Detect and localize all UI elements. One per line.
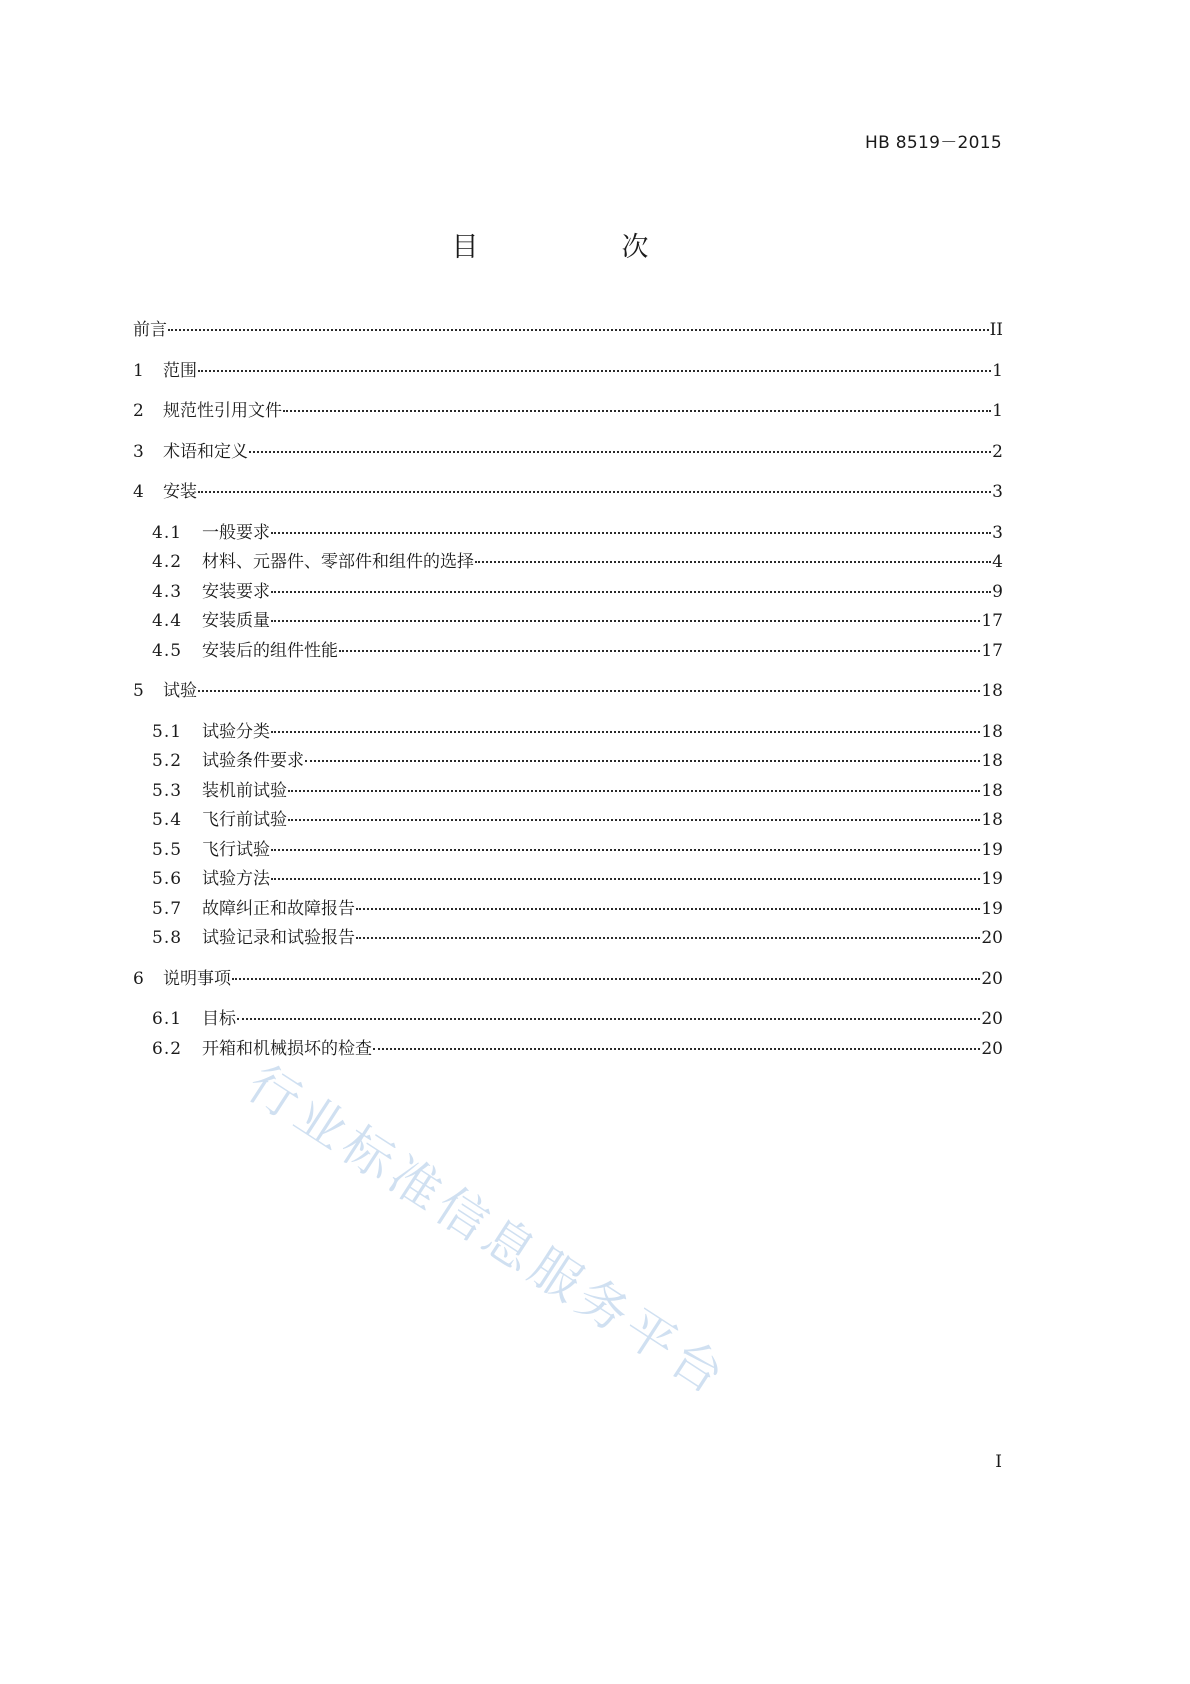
toc-entry-number: 4.1 <box>152 523 183 543</box>
toc-entry-page: 17 <box>981 641 1003 661</box>
toc-leader-dots <box>271 849 980 851</box>
toc-entry-number: 4.5 <box>152 641 183 661</box>
toc-leader-dots <box>271 532 991 534</box>
toc-entry-text: 开箱和机械损坏的检查 <box>202 1039 372 1059</box>
toc-entry-page: 9 <box>992 582 1003 602</box>
toc-entry-number: 5.8 <box>152 928 183 948</box>
toc-entry-text: 前言 <box>133 320 167 340</box>
toc-subentry[interactable] <box>152 838 1003 862</box>
toc-entry-page: 1 <box>992 361 1003 381</box>
toc-entry-page: 2 <box>992 442 1003 462</box>
toc-subentry[interactable] <box>152 550 1003 574</box>
toc-entry-page: 20 <box>981 1009 1003 1029</box>
toc-entry-text: 飞行试验 <box>202 840 270 860</box>
page-title: 目 次 <box>451 232 707 263</box>
toc-entry-page: II <box>989 320 1003 340</box>
toc-subentry[interactable] <box>152 897 1003 921</box>
toc-entry-number: 6.1 <box>152 1009 183 1029</box>
toc-leader-dots <box>339 650 980 652</box>
toc-entry-text: 试验分类 <box>202 722 270 742</box>
toc-entry-page: 19 <box>981 899 1003 919</box>
toc-entry-foreword[interactable] <box>133 318 1003 342</box>
toc-leader-dots <box>168 329 989 331</box>
toc-subentry[interactable] <box>152 808 1003 832</box>
toc-entry-number: 1 <box>133 361 145 381</box>
toc-entry-number: 5.5 <box>152 840 183 860</box>
page-number: I <box>995 1452 1002 1472</box>
toc-entry-page: 18 <box>981 722 1003 742</box>
toc-entry-text: 材料、元器件、零部件和组件的选择 <box>202 552 474 572</box>
toc-entry-number: 6 <box>133 969 145 989</box>
toc-entry[interactable] <box>133 679 1003 703</box>
toc-entry-number: 4 <box>133 482 145 502</box>
toc-entry-text: 装机前试验 <box>202 781 287 801</box>
toc-entry-text: 试验条件要求 <box>202 751 304 771</box>
watermark: 行业标准信息服务平台 <box>237 1054 739 1408</box>
toc-entry-page: 18 <box>981 681 1003 701</box>
toc-entry[interactable] <box>133 399 1003 423</box>
toc-entry-page: 18 <box>981 781 1003 801</box>
toc-entry-text: 一般要求 <box>202 523 270 543</box>
toc-leader-dots <box>198 370 991 372</box>
toc-entry[interactable] <box>133 480 1003 504</box>
toc-entry-text: 故障纠正和故障报告 <box>202 899 355 919</box>
toc-entry-number: 2 <box>133 401 145 421</box>
toc-entry-number: 4.4 <box>152 611 183 631</box>
toc-leader-dots <box>271 878 980 880</box>
toc-subentry[interactable] <box>152 867 1003 891</box>
toc-leader-dots <box>271 731 980 733</box>
toc-entry-text: 安装质量 <box>202 611 270 631</box>
toc-subentry[interactable] <box>152 1007 1003 1031</box>
toc-entry-page: 4 <box>992 552 1003 572</box>
toc-leader-dots <box>271 620 980 622</box>
toc-leader-dots <box>288 790 980 792</box>
toc-entry-page: 18 <box>981 810 1003 830</box>
toc-entry-text: 试验 <box>163 681 197 701</box>
toc-subentry[interactable] <box>152 1037 1003 1061</box>
toc-leader-dots <box>475 561 991 563</box>
toc-entry-text: 安装后的组件性能 <box>202 641 338 661</box>
toc-entry-number: 5.3 <box>152 781 183 801</box>
toc-leader-dots <box>305 760 980 762</box>
toc-entry-page: 1 <box>992 401 1003 421</box>
toc-leader-dots <box>288 819 980 821</box>
toc-entry-page: 19 <box>981 869 1003 889</box>
toc-entry-page: 18 <box>981 751 1003 771</box>
toc-entry-number: 6.2 <box>152 1039 183 1059</box>
toc-subentry[interactable] <box>152 521 1003 545</box>
toc-entry-page: 3 <box>992 523 1003 543</box>
toc-entry[interactable] <box>133 440 1003 464</box>
toc-entry-number: 5 <box>133 681 145 701</box>
toc-leader-dots <box>373 1048 980 1050</box>
toc-entry-page: 20 <box>981 969 1003 989</box>
toc-entry-text: 范围 <box>163 361 197 381</box>
toc-subentry[interactable] <box>152 779 1003 803</box>
toc-entry-text: 试验方法 <box>202 869 270 889</box>
toc-entry[interactable] <box>133 359 1003 383</box>
toc-leader-dots <box>249 451 991 453</box>
toc-subentry[interactable] <box>152 639 1003 663</box>
toc-entry-page: 20 <box>981 928 1003 948</box>
toc-entry-text: 安装要求 <box>202 582 270 602</box>
toc-leader-dots <box>283 410 991 412</box>
toc-leader-dots <box>232 978 980 980</box>
toc-leader-dots <box>356 937 980 939</box>
toc-entry-text: 飞行前试验 <box>202 810 287 830</box>
toc-entry-number: 4.2 <box>152 552 183 572</box>
toc-leader-dots <box>198 690 980 692</box>
toc-entry-number: 5.2 <box>152 751 183 771</box>
toc-entry-text: 规范性引用文件 <box>163 401 282 421</box>
toc-entry-page: 17 <box>981 611 1003 631</box>
toc-subentry[interactable] <box>152 749 1003 773</box>
toc-entry[interactable] <box>133 967 1003 991</box>
toc-entry-number: 5.6 <box>152 869 183 889</box>
toc-subentry[interactable] <box>152 580 1003 604</box>
toc-entry-text: 术语和定义 <box>163 442 248 462</box>
toc-entry-number: 5.7 <box>152 899 183 919</box>
toc-subentry[interactable] <box>152 609 1003 633</box>
toc-entry-number: 4.3 <box>152 582 183 602</box>
toc-entry-page: 3 <box>992 482 1003 502</box>
toc-entry-text: 试验记录和试验报告 <box>202 928 355 948</box>
toc-leader-dots <box>237 1018 980 1020</box>
toc-entry-number: 5.1 <box>152 722 183 742</box>
toc-entry-number: 3 <box>133 442 145 462</box>
toc-entry-text: 安装 <box>163 482 197 502</box>
toc-entry-number: 5.4 <box>152 810 183 830</box>
toc-leader-dots <box>356 908 980 910</box>
toc-entry-text: 说明事项 <box>163 969 231 989</box>
standard-code: HB 8519－2015 <box>865 133 1002 153</box>
toc-entry-text: 目标 <box>202 1009 236 1029</box>
toc-entry-page: 20 <box>981 1039 1003 1059</box>
toc-subentry[interactable] <box>152 720 1003 744</box>
toc-leader-dots <box>271 591 991 593</box>
toc-subentry[interactable] <box>152 926 1003 950</box>
toc-entry-page: 19 <box>981 840 1003 860</box>
toc-leader-dots <box>198 491 991 493</box>
